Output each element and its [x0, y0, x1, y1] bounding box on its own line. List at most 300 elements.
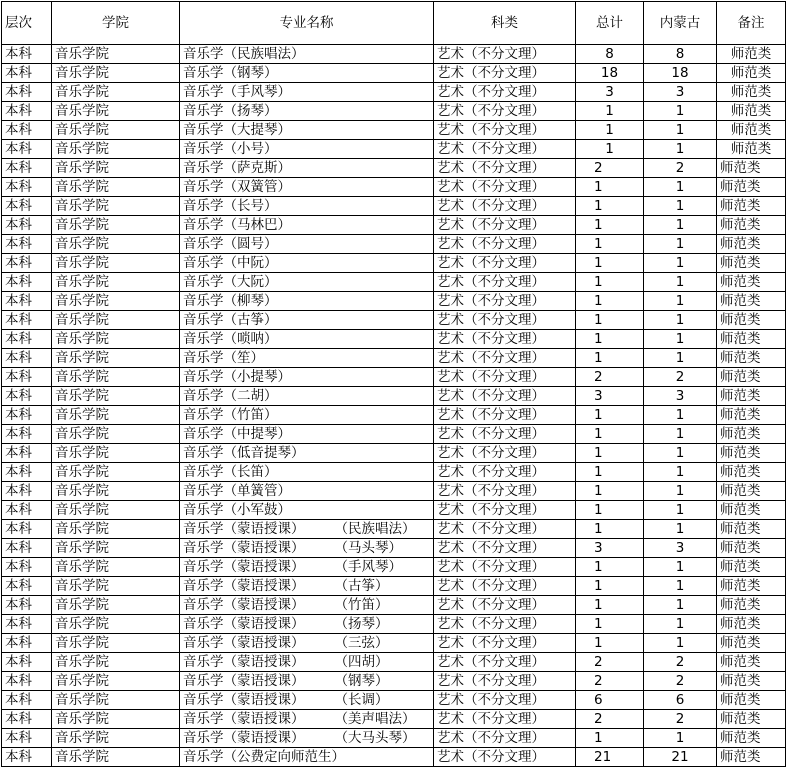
- total-cell-text: 1: [594, 293, 603, 309]
- level-cell-text: 本科: [5, 122, 32, 138]
- total-cell-text: 1: [594, 274, 603, 290]
- college-cell-text: 音乐学院: [55, 711, 109, 727]
- table-row: [2, 406, 786, 425]
- college-cell: [52, 520, 180, 539]
- note-cell: [717, 710, 786, 729]
- category-cell: [434, 710, 576, 729]
- category-cell: [434, 159, 576, 178]
- college-cell: [52, 102, 180, 121]
- college-cell-text: 音乐学院: [55, 198, 109, 214]
- college-cell: [52, 387, 180, 406]
- level-cell-text: 本科: [5, 673, 32, 689]
- college-cell-text: 音乐学院: [55, 445, 109, 461]
- category-cell: [434, 140, 576, 159]
- category-cell-text: 艺术（不分文理）: [437, 84, 545, 100]
- major-cell: [180, 292, 434, 311]
- note-cell: [717, 292, 786, 311]
- category-cell: [434, 653, 576, 672]
- total-cell-text: 1: [594, 331, 603, 347]
- level-cell: [2, 748, 52, 767]
- college-cell: [52, 292, 180, 311]
- college-cell: [52, 729, 180, 748]
- note-cell: [717, 653, 786, 672]
- note-cell-text: 师范类: [730, 103, 772, 119]
- note-cell-text: 师范类: [720, 540, 761, 556]
- total-cell: [576, 45, 644, 64]
- category-cell-text: 艺术（不分文理）: [437, 350, 545, 366]
- inner-mongolia-cell-text: 2: [675, 711, 685, 727]
- major-cell-text: 音乐学（单簧管）: [183, 483, 291, 499]
- college-cell-text: 音乐学院: [55, 635, 109, 651]
- total-cell-text: 1: [594, 578, 603, 594]
- note-cell-text: 师范类: [720, 255, 761, 271]
- level-cell-text: 本科: [5, 445, 32, 461]
- level-cell-text: 本科: [5, 103, 32, 119]
- total-cell-text: 21: [594, 749, 612, 765]
- note-cell: [717, 634, 786, 653]
- category-cell-text: 艺术（不分文理）: [437, 521, 545, 537]
- inner-mongolia-cell-text: 1: [675, 179, 685, 195]
- category-cell-text: 艺术（不分文理）: [437, 293, 545, 309]
- category-cell: [434, 634, 576, 653]
- college-cell: [52, 558, 180, 577]
- level-cell: [2, 634, 52, 653]
- college-cell-text: 音乐学院: [55, 597, 109, 613]
- table-row: [2, 615, 786, 634]
- category-cell-text: 艺术（不分文理）: [437, 255, 545, 271]
- note-cell-text: 师范类: [720, 274, 761, 290]
- major-cell: [180, 577, 434, 596]
- inner-mongolia-cell-text: 2: [675, 654, 685, 670]
- inner-mongolia-cell: [644, 83, 717, 102]
- note-cell-text: 师范类: [720, 464, 761, 480]
- level-cell: [2, 311, 52, 330]
- table-row: [2, 121, 786, 140]
- major-cell-text: 音乐学（笙）: [183, 350, 264, 366]
- level-cell-text: 本科: [5, 388, 32, 404]
- college-cell-text: 音乐学院: [55, 122, 109, 138]
- category-cell: [434, 349, 576, 368]
- inner-mongolia-cell-text: 1: [675, 464, 685, 480]
- major-cell: [180, 482, 434, 501]
- college-cell-text: 音乐学院: [55, 255, 109, 271]
- inner-mongolia-cell-text: 6: [675, 692, 685, 708]
- table-row: [2, 729, 786, 748]
- level-cell: [2, 292, 52, 311]
- level-cell-text: 本科: [5, 502, 32, 518]
- note-cell: [717, 349, 786, 368]
- note-cell-text: 师范类: [720, 578, 761, 594]
- level-cell-text: 本科: [5, 597, 32, 613]
- category-cell: [434, 330, 576, 349]
- major-cell: [180, 330, 434, 349]
- inner-mongolia-cell-text: 1: [675, 597, 685, 613]
- level-cell: [2, 596, 52, 615]
- major-cell-text: 音乐学（长号）: [183, 198, 278, 214]
- category-cell-text: 艺术（不分文理）: [437, 160, 545, 176]
- inner-mongolia-cell-text: 8: [675, 46, 685, 62]
- note-cell: [717, 121, 786, 140]
- level-cell-text: 本科: [5, 483, 32, 499]
- level-cell: [2, 710, 52, 729]
- category-cell: [434, 596, 576, 615]
- major-cell-text: 音乐学（蒙语授课）: [183, 616, 305, 632]
- total-cell-text: 1: [594, 597, 603, 613]
- total-cell-text: 1: [594, 407, 603, 423]
- table-row: [2, 349, 786, 368]
- inner-mongolia-cell: [644, 596, 717, 615]
- category-cell: [434, 672, 576, 691]
- college-cell-text: 音乐学院: [55, 236, 109, 252]
- total-cell-text: 1: [594, 255, 603, 271]
- inner-mongolia-cell: [644, 748, 717, 767]
- category-cell-text: 艺术（不分文理）: [437, 578, 545, 594]
- level-cell: [2, 463, 52, 482]
- category-cell-text: 艺术（不分文理）: [437, 388, 545, 404]
- inner-mongolia-cell: [644, 729, 717, 748]
- level-cell-text: 本科: [5, 369, 32, 385]
- table-row: [2, 159, 786, 178]
- category-cell-text: 艺术（不分文理）: [437, 426, 545, 442]
- college-cell: [52, 254, 180, 273]
- note-cell: [717, 83, 786, 102]
- total-cell-text: 6: [594, 692, 603, 708]
- level-cell-text: 本科: [5, 293, 32, 309]
- inner-mongolia-cell: [644, 368, 717, 387]
- level-cell-text: 本科: [5, 65, 32, 81]
- inner-mongolia-cell-text: 1: [675, 350, 685, 366]
- category-cell: [434, 463, 576, 482]
- inner-mongolia-cell-text: 2: [675, 369, 685, 385]
- major-suffix-text: （钢琴）: [334, 673, 389, 689]
- major-suffix-text: （大马头琴）: [334, 730, 416, 746]
- note-cell: [717, 444, 786, 463]
- inner-mongolia-cell-text: 1: [675, 103, 685, 119]
- college-cell: [52, 672, 180, 691]
- college-cell-text: 音乐学院: [55, 426, 109, 442]
- inner-mongolia-cell-text: 3: [675, 388, 685, 404]
- level-cell-text: 本科: [5, 559, 32, 575]
- inner-mongolia-cell-text: 1: [675, 217, 685, 233]
- college-cell-text: 音乐学院: [55, 160, 109, 176]
- major-cell: [180, 596, 434, 615]
- category-cell-text: 艺术（不分文理）: [437, 464, 545, 480]
- college-cell-text: 音乐学院: [55, 559, 109, 575]
- note-cell-text: 师范类: [720, 749, 761, 765]
- category-cell-text: 艺术（不分文理）: [437, 635, 545, 651]
- table-row: [2, 425, 786, 444]
- note-cell-text: 师范类: [730, 141, 772, 157]
- note-cell: [717, 539, 786, 558]
- note-cell-text: 师范类: [720, 445, 761, 461]
- level-cell-text: 本科: [5, 464, 32, 480]
- category-cell: [434, 558, 576, 577]
- inner-mongolia-cell: [644, 292, 717, 311]
- table-row: [2, 482, 786, 501]
- major-cell-text: 音乐学（蒙语授课）: [183, 654, 305, 670]
- major-cell: [180, 45, 434, 64]
- college-cell-text: 音乐学院: [55, 407, 109, 423]
- college-cell-text: 音乐学院: [55, 388, 109, 404]
- category-cell: [434, 729, 576, 748]
- note-cell-text: 师范类: [720, 312, 761, 328]
- college-cell-text: 音乐学院: [55, 331, 109, 347]
- total-cell-text: 1: [594, 616, 603, 632]
- college-cell-text: 音乐学院: [55, 464, 109, 480]
- inner-mongolia-cell-text: 3: [675, 84, 685, 100]
- college-cell: [52, 577, 180, 596]
- table-row: [2, 672, 786, 691]
- major-cell-text: 音乐学（民族唱法）: [183, 46, 305, 62]
- category-cell-text: 艺术（不分文理）: [437, 141, 545, 157]
- total-cell-text: 1: [594, 464, 603, 480]
- major-cell-text: 音乐学（马林巴）: [183, 217, 291, 233]
- total-cell: [576, 406, 644, 425]
- college-cell: [52, 273, 180, 292]
- note-cell: [717, 615, 786, 634]
- college-cell-text: 音乐学院: [55, 274, 109, 290]
- total-cell-text: 1: [594, 350, 603, 366]
- category-cell: [434, 216, 576, 235]
- college-cell: [52, 748, 180, 767]
- level-cell-text: 本科: [5, 692, 32, 708]
- major-cell-text: 音乐学（蒙语授课）: [183, 692, 305, 708]
- table-row: [2, 463, 786, 482]
- inner-mongolia-cell: [644, 311, 717, 330]
- major-suffix-text: （三弦）: [334, 635, 389, 651]
- total-cell-text: 2: [594, 160, 603, 176]
- inner-mongolia-cell: [644, 653, 717, 672]
- note-cell-text: 师范类: [720, 673, 761, 689]
- level-cell: [2, 140, 52, 159]
- total-cell-text: 1: [594, 445, 603, 461]
- note-cell-text: 师范类: [730, 122, 772, 138]
- note-cell: [717, 501, 786, 520]
- major-cell-text: 音乐学（扬琴）: [183, 103, 278, 119]
- major-suffix-text: （竹笛）: [334, 597, 389, 613]
- major-suffix-text: （扬琴）: [334, 616, 389, 632]
- category-cell-text: 艺术（不分文理）: [437, 179, 545, 195]
- total-cell-text: 1: [594, 217, 603, 233]
- table-row: [2, 140, 786, 159]
- category-cell: [434, 577, 576, 596]
- level-cell-text: 本科: [5, 331, 32, 347]
- major-cell: [180, 615, 434, 634]
- category-cell: [434, 691, 576, 710]
- table-row: [2, 273, 786, 292]
- level-cell-text: 本科: [5, 160, 32, 176]
- note-cell-text: 师范类: [720, 426, 761, 442]
- table-row: [2, 311, 786, 330]
- category-cell: [434, 748, 576, 767]
- total-cell-text: 3: [605, 84, 614, 100]
- note-cell: [717, 748, 786, 767]
- total-cell: [576, 292, 644, 311]
- major-cell-text: 音乐学（蒙语授课）: [183, 597, 305, 613]
- category-cell-text: 艺术（不分文理）: [437, 730, 545, 746]
- note-cell: [717, 311, 786, 330]
- note-cell-text: 师范类: [720, 711, 761, 727]
- college-cell-text: 音乐学院: [55, 293, 109, 309]
- note-cell-text: 师范类: [730, 46, 772, 62]
- college-cell: [52, 197, 180, 216]
- major-cell-text: 音乐学（蒙语授课）: [183, 578, 305, 594]
- level-cell-text: 本科: [5, 255, 32, 271]
- inner-mongolia-cell: [644, 140, 717, 159]
- table-row: [2, 501, 786, 520]
- inner-mongolia-cell-text: 1: [675, 521, 685, 537]
- note-cell-text: 师范类: [720, 236, 761, 252]
- major-cell-text: 音乐学（蒙语授课）: [183, 559, 305, 575]
- enrollment-table: [1, 1, 786, 767]
- category-cell: [434, 273, 576, 292]
- major-cell: [180, 311, 434, 330]
- category-cell: [434, 539, 576, 558]
- inner-mongolia-cell: [644, 102, 717, 121]
- college-cell: [52, 539, 180, 558]
- college-cell-text: 音乐学院: [55, 84, 109, 100]
- college-cell: [52, 311, 180, 330]
- inner-mongolia-cell-text: 1: [675, 122, 685, 138]
- college-cell: [52, 368, 180, 387]
- note-cell-text: 师范类: [720, 559, 761, 575]
- inner-mongolia-cell-text: 21: [671, 749, 689, 765]
- total-cell: [576, 140, 644, 159]
- note-cell: [717, 102, 786, 121]
- total-cell-text: 2: [594, 369, 603, 385]
- header-total: 总计: [576, 2, 644, 45]
- level-cell: [2, 615, 52, 634]
- college-cell: [52, 463, 180, 482]
- note-cell: [717, 235, 786, 254]
- total-cell: [576, 273, 644, 292]
- total-cell-text: 1: [594, 312, 603, 328]
- category-cell: [434, 64, 576, 83]
- note-cell-text: 师范类: [720, 654, 761, 670]
- major-cell-text: 音乐学（唢呐）: [183, 331, 278, 347]
- note-cell: [717, 672, 786, 691]
- table-row: [2, 178, 786, 197]
- note-cell-text: 师范类: [720, 350, 761, 366]
- level-cell: [2, 216, 52, 235]
- level-cell: [2, 558, 52, 577]
- major-cell-text: 音乐学（二胡）: [183, 388, 278, 404]
- major-cell-text: 音乐学（手风琴）: [183, 84, 291, 100]
- total-cell: [576, 729, 644, 748]
- header-category: 科类: [434, 2, 576, 45]
- major-cell: [180, 178, 434, 197]
- table-row: [2, 368, 786, 387]
- major-suffix-text: （美声唱法）: [334, 711, 416, 727]
- total-cell-text: 1: [594, 502, 603, 518]
- total-cell: [576, 83, 644, 102]
- level-cell-text: 本科: [5, 350, 32, 366]
- inner-mongolia-cell-text: 2: [675, 673, 685, 689]
- major-cell-text: 音乐学（蒙语授课）: [183, 673, 305, 689]
- category-cell: [434, 197, 576, 216]
- level-cell-text: 本科: [5, 730, 32, 746]
- college-cell-text: 音乐学院: [55, 749, 109, 765]
- major-cell: [180, 710, 434, 729]
- major-cell: [180, 102, 434, 121]
- category-cell: [434, 292, 576, 311]
- college-cell-text: 音乐学院: [55, 578, 109, 594]
- level-cell: [2, 349, 52, 368]
- major-cell: [180, 463, 434, 482]
- level-cell: [2, 102, 52, 121]
- level-cell-text: 本科: [5, 198, 32, 214]
- college-cell: [52, 444, 180, 463]
- level-cell: [2, 672, 52, 691]
- inner-mongolia-cell-text: 1: [675, 141, 685, 157]
- category-cell: [434, 178, 576, 197]
- category-cell: [434, 254, 576, 273]
- level-cell: [2, 539, 52, 558]
- total-cell-text: 1: [594, 198, 603, 214]
- college-cell: [52, 178, 180, 197]
- inner-mongolia-cell: [644, 444, 717, 463]
- category-cell: [434, 444, 576, 463]
- category-cell: [434, 102, 576, 121]
- inner-mongolia-cell-text: 1: [675, 255, 685, 271]
- level-cell: [2, 45, 52, 64]
- category-cell-text: 艺术（不分文理）: [437, 103, 545, 119]
- total-cell-text: 18: [600, 65, 619, 81]
- college-cell: [52, 235, 180, 254]
- inner-mongolia-cell-text: 1: [675, 236, 685, 252]
- major-cell: [180, 387, 434, 406]
- inner-mongolia-cell-text: 1: [675, 445, 685, 461]
- level-cell: [2, 444, 52, 463]
- table-header: [2, 2, 786, 45]
- major-cell: [180, 349, 434, 368]
- table-row: [2, 558, 786, 577]
- level-cell: [2, 330, 52, 349]
- table-row: [2, 83, 786, 102]
- inner-mongolia-cell: [644, 577, 717, 596]
- table-row: [2, 197, 786, 216]
- level-cell-text: 本科: [5, 236, 32, 252]
- category-cell-text: 艺术（不分文理）: [437, 483, 545, 499]
- college-cell-text: 音乐学院: [55, 673, 109, 689]
- total-cell-text: 1: [594, 635, 603, 651]
- college-cell-text: 音乐学院: [55, 369, 109, 385]
- major-cell-text: 音乐学（蒙语授课）: [183, 635, 305, 651]
- college-cell-text: 音乐学院: [55, 141, 109, 157]
- table-row: [2, 330, 786, 349]
- category-cell: [434, 387, 576, 406]
- category-cell: [434, 406, 576, 425]
- note-cell-text: 师范类: [720, 217, 761, 233]
- total-cell: [576, 159, 644, 178]
- table-body: [2, 45, 786, 767]
- major-cell: [180, 425, 434, 444]
- level-cell: [2, 368, 52, 387]
- major-cell: [180, 634, 434, 653]
- major-cell-text: 音乐学（钢琴）: [183, 65, 278, 81]
- table-row: [2, 520, 786, 539]
- category-cell-text: 艺术（不分文理）: [437, 597, 545, 613]
- major-cell: [180, 83, 434, 102]
- inner-mongolia-cell: [644, 615, 717, 634]
- category-cell: [434, 235, 576, 254]
- note-cell: [717, 691, 786, 710]
- inner-mongolia-cell-text: 1: [675, 426, 685, 442]
- inner-mongolia-cell: [644, 254, 717, 273]
- total-cell: [576, 387, 644, 406]
- level-cell: [2, 83, 52, 102]
- inner-mongolia-cell: [644, 672, 717, 691]
